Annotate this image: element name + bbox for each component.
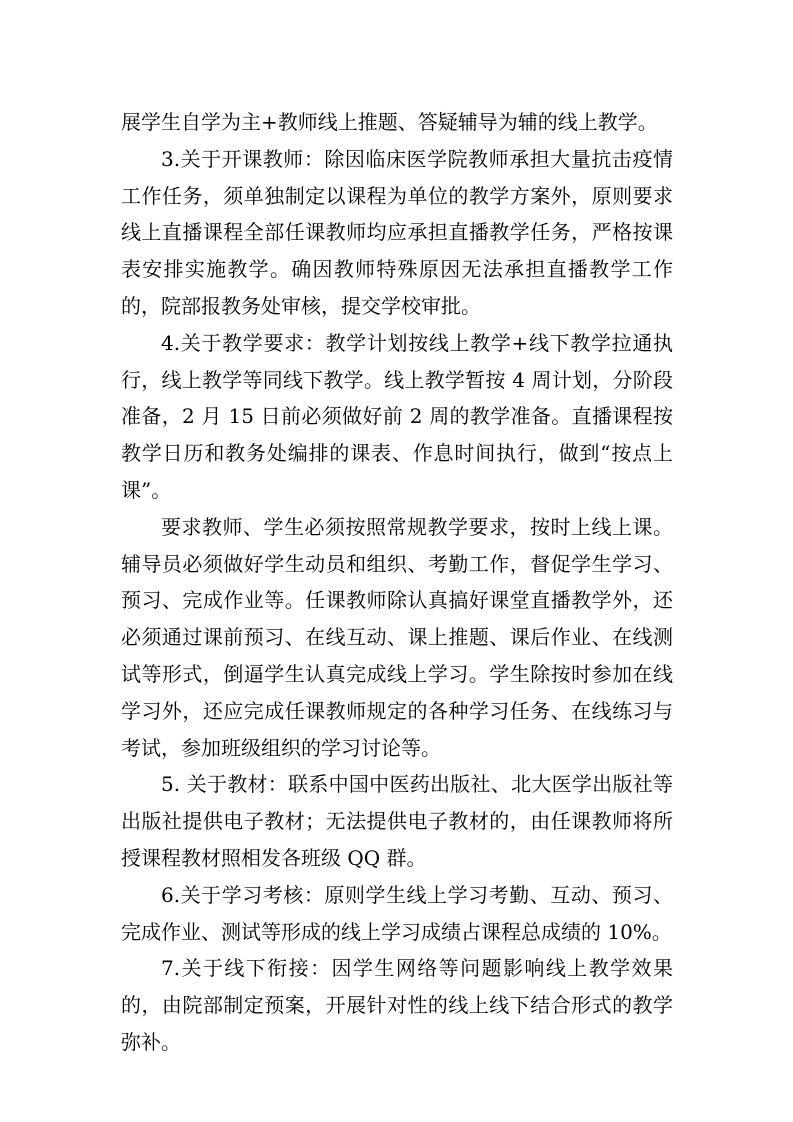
document-body: [121, 104, 673, 1061]
paragraph-assessment: 6.关于学习考核：原则学生线上学习考勤、互动、预习、完成作业、测试等形成的线上学习成绩占课程总成绩的 10%。: [121, 882, 673, 944]
paragraph-offline-connection: 7.关于线下衔接：因学生网络等问题影响线上教学效果的，由院部制定预案，开展针对性的线上线下结合形式的教学弥补。: [121, 956, 673, 1054]
paragraph-textbooks: 5. 关于教材：联系中国中医药出版社、北大医学出版社等出版社提供电子教材；无法提供电子教材的，由任课教师将所授课程教材照相发各班级 QQ 群。: [121, 772, 673, 870]
paragraph-teaching-requirements: 4.关于教学要求：教学计划按线上教学+线下教学拉通执行，线上教学等同线下教学。线上教学暂按 4 周计划，分阶段准备，2 月 15 日前必须做好前 2 周的教学准备。直播课程按教学日历和教务处编排的课表、作息时间执行，做到“按点上课”。: [121, 330, 673, 502]
paragraph-continuation: 展学生自学为主+教师线上推题、答疑辅导为辅的线上教学。: [121, 110, 658, 134]
paragraph-teachers: 3.关于开课教师：除因临床医学院教师承担大量抗击疫情工作任务，须单独制定以课程为单位的教学方案外，原则要求线上直播课程全部任课教师均应承担直播教学任务，严格按课表安排实施教学。确因教师特殊原因无法承担直播教学工作的，院部报教务处审核，提交学校审批。: [121, 146, 673, 318]
paragraph-teacher-student-requirements: 要求教师、学生必须按照常规教学要求，按时上线上课。辅导员必须做好学生动员和组织、考勤工作，督促学生学习、预习、完成作业等。任课教师除认真搞好课堂直播教学外，还必须通过课前预习、在线互动、课上推题、课后作业、在线测试等形式，倒逼学生认真完成线上学习。学生除按时参加在线学习外，还应完成任课教师规定的各种学习任务、在线练习与考试，参加班级组织的学习讨论等。: [121, 514, 673, 760]
